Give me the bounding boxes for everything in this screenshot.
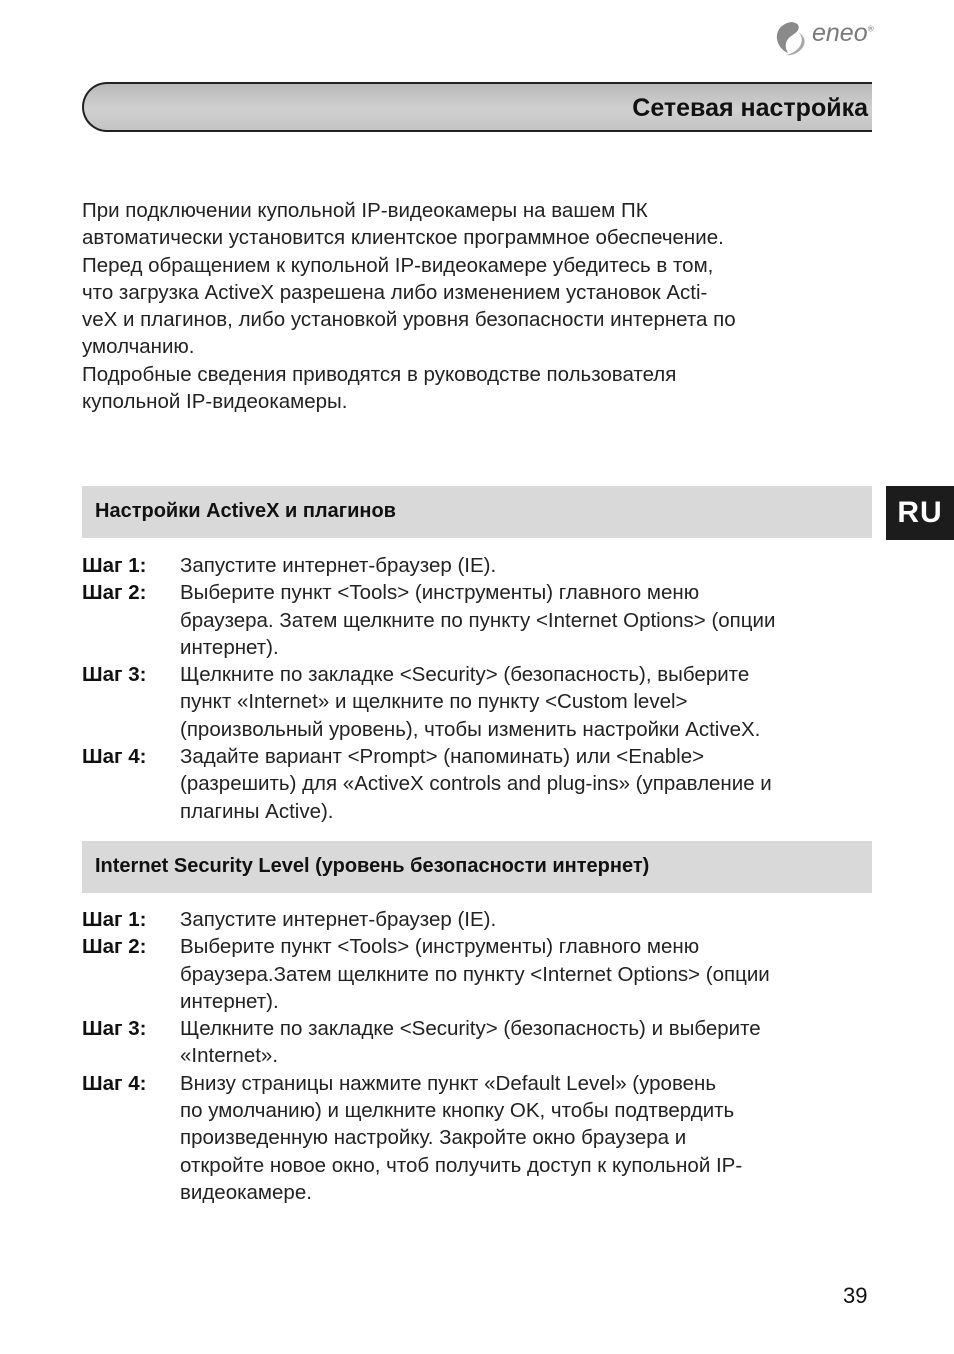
- step-item: [82, 933, 872, 1015]
- step-item: [82, 1015, 872, 1070]
- step-label: Шаг 3:: [82, 1017, 147, 1041]
- step-label: Шаг 4:: [82, 1071, 147, 1095]
- step-text: Щелкните по закладке <Security> (безопасность), выберите пункт «Internet» и щелкните по пункту <Custom level> (произвольный уровень), чтобы изменить настройки ActiveX.: [180, 663, 761, 741]
- step-text: Запустите интернет-браузер (IE).: [180, 554, 497, 577]
- section-title: Настройки ActiveX и плагинов: [95, 500, 396, 522]
- intro-line: что загрузка ActiveX разрешена либо изменением установок Acti-: [82, 280, 708, 304]
- intro-line: veX и плагинов, либо установкой уровня безопасности интернета по: [82, 308, 736, 332]
- page-number: 39: [843, 1283, 868, 1308]
- step-item: [82, 906, 872, 933]
- step-item: [82, 1070, 872, 1206]
- step-label: Шаг 1:: [82, 554, 147, 577]
- step-text: Щелкните по закладке <Security> (безопасность) и выберите «Internet».: [180, 1017, 761, 1068]
- intro-line: При подключении купольной IP-видеокамеры на вашем ПК: [82, 199, 648, 222]
- step-label: Шаг 3:: [82, 663, 147, 687]
- title-bar: [82, 82, 872, 132]
- step-item: [82, 661, 872, 743]
- intro-line: Перед обращением к купольной IP-видеокамере убедитесь в том,: [82, 253, 714, 277]
- step-item: [82, 579, 872, 661]
- section-title: Internet Security Level (уровень безопасности интернет): [95, 855, 650, 877]
- steps-list-activex: [82, 552, 872, 825]
- intro-line: Подробные сведения приводятся в руководстве пользователя: [82, 362, 677, 386]
- page-title: Сетевая настройка: [632, 94, 868, 122]
- logo-wordmark: eneo®: [812, 19, 874, 47]
- step-text: Внизу страницы нажмите пункт «Default Level» (уровень по умолчанию) и щелкните кнопку OK, чтобы подтвердить произведенную настройку. Закройте окно браузера и откройте новое окно, чтоб получить доступ к купольной IP- видеокамере.: [180, 1071, 743, 1204]
- section-header-activex: [82, 486, 872, 538]
- step-label: Шаг 2:: [82, 581, 147, 605]
- step-label: Шаг 1:: [82, 908, 147, 931]
- step-label: Шаг 2:: [82, 935, 147, 959]
- intro-line: умолчанию.: [82, 335, 195, 359]
- step-label: Шаг 4:: [82, 745, 147, 769]
- intro-line: автоматически установится клиентское программное обеспечение.: [82, 226, 724, 250]
- language-tab: RU: [886, 486, 954, 540]
- step-text: Запустите интернет-браузер (IE).: [180, 908, 497, 931]
- step-item: [82, 552, 872, 579]
- steps-list-security-level: [82, 906, 872, 1206]
- step-text: Выберите пункт <Tools> (инструменты) главного меню браузера. Затем щелкните по пункту <Internet Options> (опции интернет).: [180, 581, 776, 659]
- intro-paragraph: [82, 197, 872, 415]
- step-item: [82, 743, 872, 825]
- step-text: Задайте вариант <Prompt> (напоминать) или <Enable> (разрешить) для «ActiveX controls and plug-ins» (управление и плагины Active).: [180, 745, 772, 823]
- step-text: Выберите пункт <Tools> (инструменты) главного меню браузера.Затем щелкните по пункту <Internet Options> (опции интернет).: [180, 935, 770, 1013]
- intro-line: купольной IP-видеокамеры.: [82, 390, 348, 414]
- section-header-security-level: [82, 841, 872, 893]
